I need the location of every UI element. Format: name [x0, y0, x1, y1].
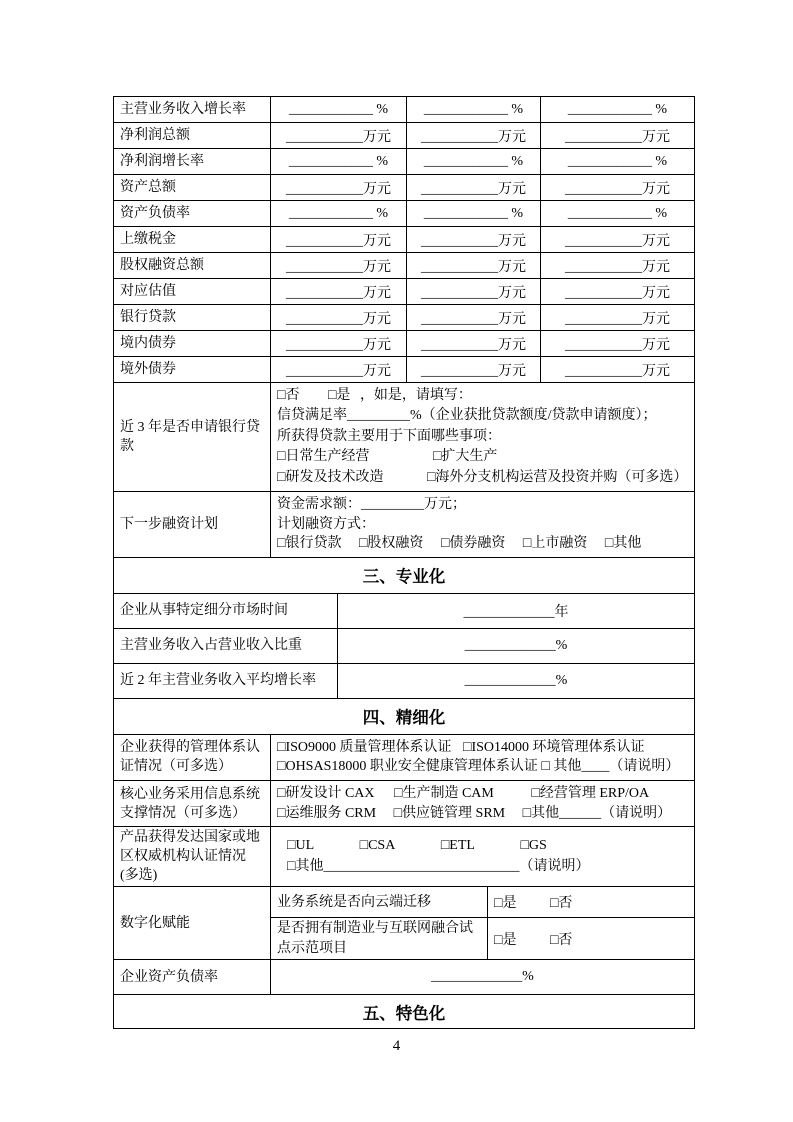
section-title-specialization: 三、专业化	[114, 557, 695, 593]
row-label: 企业从事特定细分市场时间	[114, 593, 338, 628]
cert-options-cell	[271, 734, 695, 780]
fill-in-cell[interactable]: ___________万元	[271, 227, 407, 253]
row-label: 资产总额	[114, 175, 271, 201]
checkbox-ul[interactable]: □UL	[287, 838, 315, 854]
checkbox-yes[interactable]: □是	[494, 932, 517, 948]
table-row	[114, 175, 695, 201]
checkbox-iso14000[interactable]: □ISO14000 环境管理体系认证	[463, 739, 645, 755]
fill-in-cell[interactable]: ___________万元	[271, 175, 407, 201]
checkbox-ipo-financing[interactable]: □上市融资	[522, 536, 588, 552]
funding-need-field[interactable]: 资金需求额：_________万元；	[277, 497, 466, 513]
product-cert-line1	[287, 836, 688, 856]
checkbox-iso9000[interactable]: □ISO9000 质量管理体系认证	[277, 739, 452, 755]
checkbox-gs[interactable]: □GS	[520, 838, 547, 854]
checkbox-expand-production[interactable]: □扩大生产	[432, 449, 498, 465]
next-financing-label: 下一步融资计划	[114, 492, 271, 558]
table-row	[114, 201, 695, 227]
fill-in-cell[interactable]: ___________万元	[541, 227, 695, 253]
cert-label: 企业获得的管理体系认证情况（可多选）	[114, 734, 271, 780]
fill-in-cell[interactable]: ___________万元	[541, 305, 695, 331]
digital-question-1: 业务系统是否向云端迁移	[271, 887, 488, 918]
digital-options-2	[488, 918, 695, 960]
fill-in-cell[interactable]: _____________%	[338, 663, 695, 698]
row-label: 资产负债率	[114, 201, 271, 227]
checkbox-erp-oa[interactable]: □经营管理 ERP/OA	[531, 786, 650, 801]
fill-in-cell[interactable]: ___________万元	[541, 331, 695, 357]
checkbox-cam[interactable]: □生产制造 CAM	[394, 786, 494, 801]
financial-indicators-table	[113, 96, 695, 558]
checkbox-other-financing[interactable]: □其他	[604, 536, 642, 552]
row-label: 境内债券	[114, 331, 271, 357]
next-financing-cell	[271, 492, 695, 558]
bank-loan-row	[114, 383, 695, 492]
fill-in-cell[interactable]: ____________ %	[407, 97, 541, 123]
fill-in-cell[interactable]: ___________万元	[541, 357, 695, 383]
credit-satisfaction-field[interactable]: 信贷满足率_________%（企业获批贷款额度/贷款申请额度）；	[277, 408, 657, 424]
fill-in-cell[interactable]: ____________ %	[407, 201, 541, 227]
table-row	[114, 97, 695, 123]
financing-mode-prompt: 计划融资方式：	[277, 516, 375, 532]
fill-in-cell[interactable]: ___________万元	[541, 253, 695, 279]
checkbox-srm[interactable]: □供应链管理 SRM	[393, 805, 506, 821]
row-label: 对应估值	[114, 279, 271, 305]
info-systems-line2	[277, 804, 688, 824]
cert-row	[114, 734, 695, 780]
form-tables	[113, 96, 694, 1029]
next-financing-row	[114, 492, 695, 558]
fill-in-cell[interactable]: _____________%	[338, 628, 695, 663]
fill-in-cell[interactable]: ___________万元	[541, 123, 695, 149]
fill-in-cell[interactable]: ___________万元	[407, 123, 541, 149]
row-label: 银行贷款	[114, 305, 271, 331]
cert-line1	[277, 738, 688, 758]
row-label: 净利润总额	[114, 123, 271, 149]
page-number: 4	[392, 1038, 401, 1054]
bank-loan-yesno-line	[277, 386, 688, 406]
table-row	[114, 123, 695, 149]
table-row	[114, 628, 695, 663]
table-row	[114, 253, 695, 279]
fill-in-cell[interactable]: ___________万元	[407, 331, 541, 357]
checkbox-yes[interactable]: □是	[327, 388, 351, 403]
checkbox-bond-financing[interactable]: □债券融资	[440, 536, 506, 552]
financing-mode-options	[277, 534, 688, 554]
section-header-row	[114, 557, 695, 593]
section-header-row	[114, 698, 695, 734]
row-label: 上缴税金	[114, 227, 271, 253]
table-row	[114, 279, 695, 305]
fill-in-cell[interactable]: ____________ %	[271, 97, 407, 123]
loan-usage-prompt: 所获得贷款主要用于下面哪些事项：	[277, 428, 501, 444]
digital-label: 数字化赋能	[114, 887, 271, 960]
table-row	[114, 149, 695, 175]
checkbox-crm[interactable]: □运维服务 CRM	[277, 805, 377, 821]
fill-in-cell[interactable]: ___________万元	[541, 175, 695, 201]
fill-in-cell[interactable]: ___________万元	[271, 357, 407, 383]
info-systems-options-cell	[271, 781, 695, 827]
fill-in-cell[interactable]: _____________%	[271, 960, 695, 995]
table-row	[114, 331, 695, 357]
fill-in-cell[interactable]: ___________万元	[407, 175, 541, 201]
row-label: 股权融资总额	[114, 253, 271, 279]
product-cert-row	[114, 827, 695, 887]
fill-in-cell[interactable]: ___________万元	[407, 227, 541, 253]
checkbox-overseas-ma[interactable]: □海外分支机构运营及投资并购（可多选）	[426, 469, 688, 485]
section-title-specialty: 五、特色化	[114, 995, 695, 1029]
fill-in-cell[interactable]: ____________ %	[271, 201, 407, 227]
product-cert-label: 产品获得发达国家或地区权威机构认证情况(多选)	[114, 827, 271, 887]
table-row	[114, 305, 695, 331]
checkbox-no[interactable]: □否	[549, 896, 573, 912]
fill-in-cell[interactable]: ___________万元	[407, 279, 541, 305]
info-systems-line1	[277, 784, 688, 804]
row-label: 近 2 年主营业务收入平均增长率	[114, 663, 338, 698]
row-label: 主营业务收入占营业收入比重	[114, 628, 338, 663]
product-cert-options-cell	[271, 827, 695, 887]
fill-in-cell[interactable]: ___________万元	[271, 253, 407, 279]
checkbox-ohsas18000[interactable]: □OHSAS18000 职业安全健康管理体系认证	[277, 759, 538, 775]
checkbox-rd-upgrade[interactable]: □研发及技术改造	[277, 469, 384, 485]
fill-in-cell[interactable]: ____________ %	[541, 201, 695, 227]
fill-in-cell[interactable]: ____________ %	[407, 149, 541, 175]
bank-loan-label: 近 3 年是否申请银行贷款	[114, 383, 271, 492]
section-title-refinement: 四、精细化	[114, 698, 695, 734]
fill-in-cell[interactable]: ___________万元	[407, 305, 541, 331]
info-systems-row	[114, 781, 695, 827]
row-label: 主营业务收入增长率	[114, 97, 271, 123]
fill-in-cell[interactable]: _____________年	[338, 593, 695, 628]
fill-in-cell[interactable]: ____________ %	[271, 149, 407, 175]
refinement-table	[113, 698, 695, 1029]
table-row	[114, 663, 695, 698]
checkbox-equity-financing[interactable]: □股权融资	[358, 536, 424, 552]
loan-usage-line1	[277, 447, 688, 467]
checkbox-no[interactable]: □否	[549, 932, 573, 948]
fill-in-cell[interactable]: ____________ %	[541, 97, 695, 123]
fill-in-cell[interactable]: ___________万元	[407, 253, 541, 279]
checkbox-etl[interactable]: □ETL	[440, 838, 475, 854]
digital-question-2: 是否拥有制造业与互联网融合试点示范项目	[271, 918, 488, 960]
table-row	[114, 227, 695, 253]
checkbox-info-other[interactable]: □其他______（请说明）	[522, 805, 672, 821]
info-systems-label: 核心业务采用信息系统支撑情况（可多选）	[114, 781, 271, 827]
digital-options-1	[488, 887, 695, 918]
row-label: 净利润增长率	[114, 149, 271, 175]
specialization-table	[113, 557, 695, 699]
checkbox-yes[interactable]: □是	[494, 896, 517, 912]
checkbox-bank-loan[interactable]: □银行贷款	[277, 536, 342, 552]
fill-in-cell[interactable]: ___________万元	[271, 305, 407, 331]
fill-in-cell[interactable]: ___________万元	[271, 331, 407, 357]
digital-row-1	[114, 887, 695, 918]
checkbox-product-other[interactable]: □其他____________________________（请说明）	[287, 858, 590, 874]
debt-ratio-label: 企业资产负债率	[114, 960, 271, 995]
checkbox-csa[interactable]: □CSA	[359, 838, 396, 854]
table-row	[114, 593, 695, 628]
bank-loan-cell	[271, 383, 695, 492]
fill-in-cell[interactable]: ___________万元	[271, 123, 407, 149]
fill-in-cell[interactable]: ___________万元	[407, 357, 541, 383]
checkbox-cert-other[interactable]: □ 其他____（请说明）	[541, 759, 680, 775]
yesno-suffix: ，如是，请填写：	[359, 388, 472, 403]
fill-in-cell[interactable]: ____________ %	[541, 149, 695, 175]
checkbox-no[interactable]: □否	[277, 388, 300, 403]
table-row	[114, 357, 695, 383]
fill-in-cell[interactable]: ___________万元	[541, 279, 695, 305]
cert-line2	[277, 757, 688, 777]
debt-ratio-row	[114, 960, 695, 995]
checkbox-cax[interactable]: □研发设计 CAX	[277, 786, 375, 801]
loan-usage-line2	[277, 468, 688, 488]
section-header-row	[114, 995, 695, 1029]
checkbox-daily-operation[interactable]: □日常生产经营	[277, 449, 370, 465]
fill-in-cell[interactable]: ___________万元	[271, 279, 407, 305]
row-label: 境外债券	[114, 357, 271, 383]
